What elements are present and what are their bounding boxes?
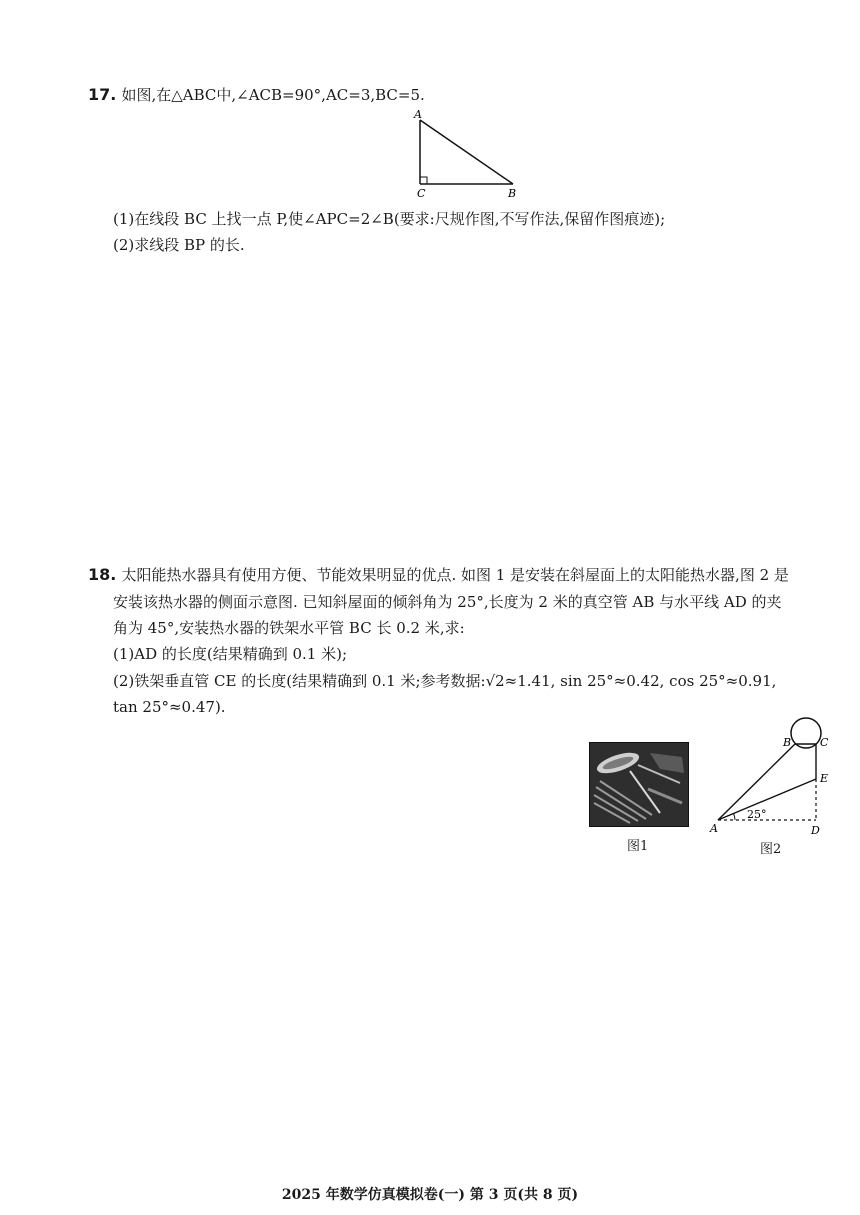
q17-part2: (2)求线段 BP 的长. [113, 236, 245, 254]
question-stem: 如图,在△ABC中,∠ACB=90°,AC=3,BC=5. [121, 86, 425, 104]
q18-line2: 安装该热水器的侧面示意图. 已知斜屋面的倾斜角为 25°,长度为 2 米的真空管 AB 与水平线 AD 的夹 [113, 593, 782, 611]
point-label-b: B [783, 736, 792, 749]
q17-part1: (1)在线段 BC 上找一点 P,使∠APC=2∠B(要求:尺规作图,不写作法,保留作图痕迹); [113, 210, 666, 228]
vertex-label-b: B [508, 187, 517, 200]
point-label-e: E [820, 772, 829, 785]
solar-heater-photo [589, 742, 689, 827]
question-17 [88, 82, 425, 108]
page-footer: 2025 年数学仿真模拟卷(一) 第 3 页(共 8 页) [281, 1187, 579, 1203]
figure2-caption: 图2 [760, 842, 782, 857]
right-angle-mark [420, 177, 427, 184]
vertex-label-a: A [414, 108, 422, 121]
q18-part1: (1)AD 的长度(结果精确到 0.1 米); [113, 645, 348, 663]
q18-part2-line2: tan 25°≈0.47). [113, 698, 226, 716]
question-18 [88, 562, 789, 588]
solar-heater-side-diagram [705, 712, 845, 837]
triangle-abc-figure [405, 108, 530, 203]
q18-part2-line1: (2)铁架垂直管 CE 的长度(结果精确到 0.1 米;参考数据:√2≈1.41, sin 25°≈0.42, cos 25°≈0.91, [113, 672, 777, 690]
point-label-c: C [820, 736, 829, 749]
q18-line1: 太阳能热水器具有使用方便、节能效果明显的优点. 如图 1 是安装在斜屋面上的太阳能热水器,图 2 是 [121, 566, 789, 584]
angle-label: 25° [747, 808, 767, 821]
figure1-caption: 图1 [627, 839, 649, 854]
question-number: 18. [88, 565, 117, 584]
vertex-label-c: C [417, 187, 426, 200]
point-label-a: A [710, 822, 718, 835]
point-label-d: D [811, 824, 820, 837]
roof-line-ae [718, 779, 816, 820]
side-ab [420, 120, 513, 184]
angle-arc [734, 814, 736, 821]
question-number: 17. [88, 85, 117, 104]
q18-line3: 角为 45°,安装热水器的铁架水平管 BC 长 0.2 米,求: [113, 619, 465, 637]
